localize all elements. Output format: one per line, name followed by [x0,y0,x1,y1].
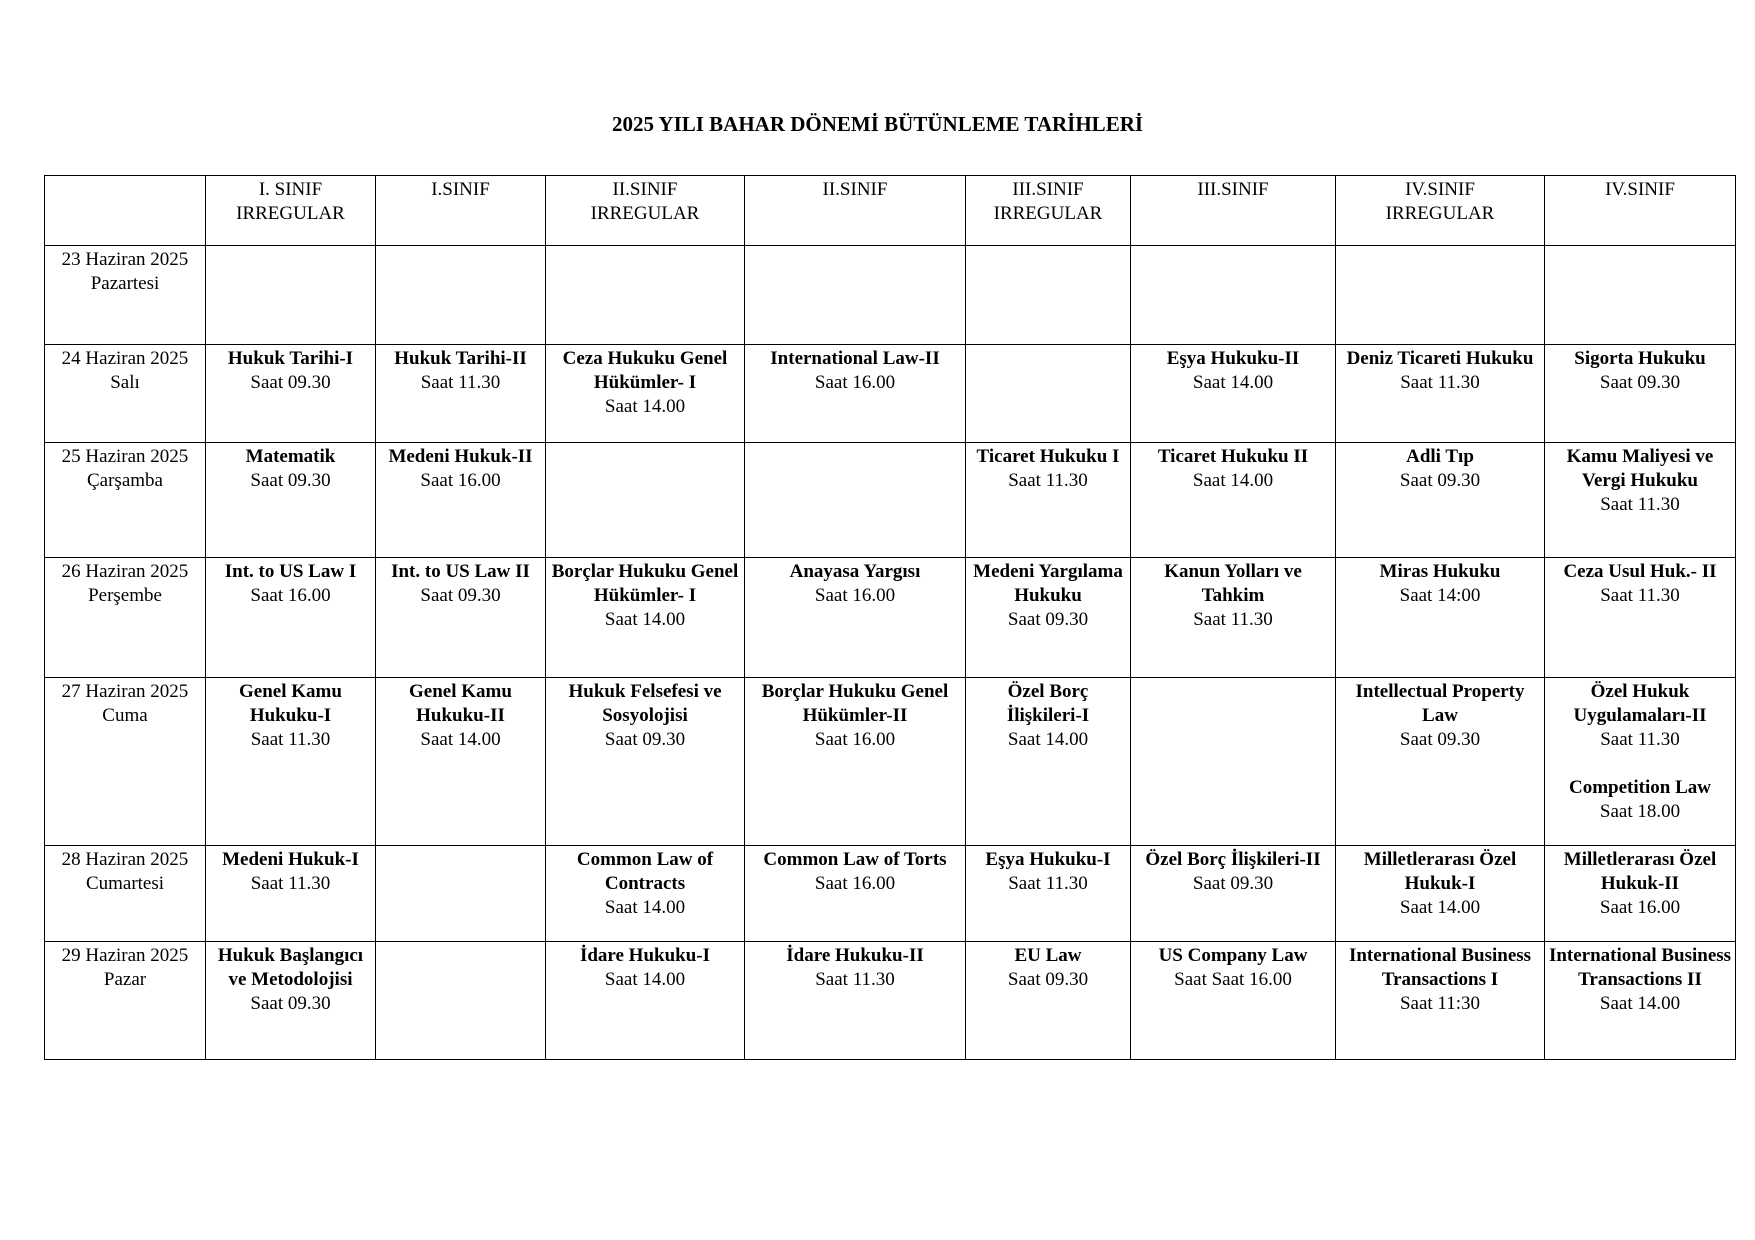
course-name: Medeni Hukuk-II [388,446,533,467]
column-header-line: IV.SINIF [1405,179,1475,200]
exam-entry [1133,445,1333,493]
page-title: 2025 YILI BAHAR DÖNEMİ BÜTÜNLEME TARİHLERİ [611,112,1144,136]
course-name: International Business Transactions I [1348,945,1532,990]
table-row [45,678,1736,846]
exam-entry [968,445,1128,493]
exam-entry [208,560,373,608]
exam-entry [1133,560,1333,632]
schedule-cell [966,443,1131,558]
exam-entry [1133,944,1333,992]
course-name: Borçlar Hukuku Genel Hükümler- I [551,561,739,606]
exam-entry [1547,560,1733,608]
exam-entry [548,848,742,920]
exam-date: 24 Haziran 2025 [61,348,189,369]
column-header [1336,176,1545,246]
exam-time: Saat 16.00 [814,873,896,894]
exam-time: Saat 14.00 [1399,897,1481,918]
schedule-cell [546,558,745,678]
exam-entry [208,347,373,395]
column-header-line: II.SINIF [612,179,678,200]
course-name: Borçlar Hukuku Genel Hükümler-II [761,681,949,726]
schedule-cell [1545,246,1736,345]
exam-time: Saat 14.00 [604,969,686,990]
corner-cell [45,176,206,246]
schedule-cell [745,443,966,558]
exam-entry [378,680,543,752]
date-cell [45,443,206,558]
exam-time: Saat 11.30 [1193,609,1273,630]
course-name: Int. to US Law I [224,561,357,582]
exam-entry [548,680,742,752]
exam-weekday: Cumartesi [85,873,165,894]
course-name: Genel Kamu Hukuku-II [409,681,512,726]
column-header [376,176,546,246]
exam-time: Saat 09.30 [1007,969,1089,990]
exam-time: Saat 14.00 [604,609,686,630]
course-name: Hukuk Tarihi-I [227,348,354,369]
course-name: Deniz Ticareti Hukuku [1346,348,1534,369]
column-header-line: I.SINIF [431,179,490,200]
course-name: Medeni Hukuk-I [222,849,359,870]
exam-weekday: Cuma [102,705,148,726]
course-name: Common Law of Torts [763,849,947,870]
schedule-cell [1131,846,1336,942]
exam-time: Saat 09.30 [1007,609,1089,630]
exam-time: Saat 11.30 [250,873,331,894]
column-header [745,176,966,246]
exam-time: Saat 09.30 [250,470,331,491]
schedule-cell [546,846,745,942]
schedule-cell [1545,678,1736,846]
course-name: Medeni Yargılama Hukuku [973,561,1123,606]
course-name: Kanun Yolları ve Tahkim [1164,561,1302,606]
exam-entry [1133,347,1333,395]
exam-time: Saat 09.30 [250,993,331,1014]
exam-time: Saat 14.00 [1599,993,1681,1014]
schedule-cell [966,246,1131,345]
exam-time: Saat 16.00 [250,585,331,606]
exam-date: 26 Haziran 2025 [61,561,189,582]
exam-time: Saat 09.30 [420,585,501,606]
exam-date: 25 Haziran 2025 [61,446,189,467]
schedule-cell [1336,345,1545,443]
column-header-line: III.SINIF [1197,179,1269,200]
schedule-cell [206,558,376,678]
exam-time: Saat 09.30 [604,729,686,750]
schedule-cell [1545,443,1736,558]
exam-entry [747,848,963,896]
exam-time: Saat 16.00 [814,585,896,606]
exam-weekday: Pazartesi [90,273,160,294]
exam-entry [208,848,373,896]
exam-time: Saat 14:00 [1399,585,1481,606]
exam-time: Saat 14.00 [1192,470,1274,491]
exam-entry [378,347,543,395]
exam-time: Saat 16.00 [814,372,896,393]
schedule-cell [1545,942,1736,1060]
course-name: EU Law [1014,945,1082,966]
course-name: Kamu Maliyesi ve Vergi Hukuku [1566,446,1714,491]
table-row [45,942,1736,1060]
exam-time: Saat 11.30 [1008,470,1088,491]
course-name: International Business Transactions II [1548,945,1732,990]
column-header-line: I. SINIF [258,179,323,200]
exam-entry [1547,776,1733,824]
schedule-cell [1336,443,1545,558]
course-name: Eşya Hukuku-I [985,849,1111,870]
exam-time: Saat 16.00 [420,470,501,491]
course-name: Özel Hukuk Uygulamaları-II [1573,681,1707,726]
schedule-cell [376,558,546,678]
exam-time: Saat 14.00 [1192,372,1274,393]
exam-date: 28 Haziran 2025 [61,849,189,870]
exam-entry [378,560,543,608]
schedule-cell [546,443,745,558]
exam-time: Saat Saat 16.00 [1174,969,1292,990]
course-name: İdare Hukuku-II [786,945,924,966]
exam-entry [968,680,1128,752]
exam-time: Saat 11.30 [1008,873,1088,894]
column-header [206,176,376,246]
exam-entry [548,944,742,992]
schedule-cell [745,246,966,345]
exam-time: Saat 11.30 [1600,494,1680,515]
exam-time: Saat 09.30 [1192,873,1274,894]
course-name: Matematik [245,446,336,467]
exam-time: Saat 11.30 [1600,585,1680,606]
exam-time: Saat 11.30 [250,729,331,750]
date-cell [45,246,206,345]
schedule-cell [1131,246,1336,345]
exam-entry [1338,944,1542,1016]
exam-entry [1338,347,1542,395]
column-header-line: IRREGULAR [590,203,700,224]
schedule-cell [966,942,1131,1060]
date-cell [45,846,206,942]
schedule-cell [1336,558,1545,678]
course-name: Milletlerarası Özel Hukuk-I [1363,849,1517,894]
course-name: Hukuk Tarihi-II [394,348,527,369]
exam-weekday: Pazar [103,969,147,990]
date-cell [45,345,206,443]
course-name: Sigorta Hukuku [1574,348,1706,369]
column-header [1131,176,1336,246]
course-name: Intellectual Property Law [1355,681,1525,726]
course-name: Eşya Hukuku-II [1166,348,1300,369]
column-header [1545,176,1736,246]
table-row [45,246,1736,345]
column-header [546,176,745,246]
schedule-cell [1131,345,1336,443]
exam-entry [1338,560,1542,608]
schedule-cell [1131,942,1336,1060]
column-header [966,176,1131,246]
schedule-cell [966,558,1131,678]
exam-schedule-table [44,175,1736,1060]
schedule-cell [1131,678,1336,846]
exam-time: Saat 14.00 [420,729,501,750]
table-row [45,846,1736,942]
schedule-cell [376,678,546,846]
exam-entry [1338,680,1542,752]
schedule-cell [966,846,1131,942]
schedule-cell [206,942,376,1060]
course-name: Ceza Hukuku Genel Hükümler- I [562,348,728,393]
course-name: Competition Law [1569,777,1711,798]
exam-entry [208,680,373,752]
date-cell [45,942,206,1060]
schedule-cell [1131,443,1336,558]
schedule-cell [745,678,966,846]
exam-time: Saat 14.00 [604,897,686,918]
schedule-cell [745,846,966,942]
exam-entry [1133,848,1333,896]
exam-weekday: Perşembe [88,585,162,606]
schedule-cell [1336,246,1545,345]
exam-entry [548,560,742,632]
schedule-cell [376,942,546,1060]
exam-time: Saat 14.00 [1007,729,1089,750]
course-name: Hukuk Başlangıcı ve Metodolojisi [217,945,364,990]
schedule-cell [546,345,745,443]
course-name: Anayasa Yargısı [789,561,921,582]
schedule-cell [546,246,745,345]
exam-time: Saat 11.30 [1600,729,1680,750]
exam-time: Saat 09.30 [1399,470,1481,491]
schedule-cell [376,345,546,443]
exam-entry [747,680,963,752]
schedule-cell [376,246,546,345]
schedule-cell [546,942,745,1060]
exam-entry [747,347,963,395]
exam-entry [548,347,742,419]
exam-entry [747,560,963,608]
schedule-cell [206,443,376,558]
exam-entry [968,944,1128,992]
schedule-cell [1545,558,1736,678]
schedule-cell [206,678,376,846]
course-name: Int. to US Law II [391,561,530,582]
exam-weekday: Çarşamba [87,470,163,491]
course-name: Ticaret Hukuku II [1157,446,1309,467]
schedule-cell [745,558,966,678]
column-header-line: IV.SINIF [1605,179,1675,200]
exam-entry [968,848,1128,896]
exam-entry [208,445,373,493]
schedule-cell [376,443,546,558]
exam-weekday: Salı [110,372,140,393]
column-header-line: IRREGULAR [236,203,345,224]
exam-entry [1547,944,1733,1016]
course-name: Genel Kamu Hukuku-I [239,681,342,726]
table-row [45,558,1736,678]
date-cell [45,678,206,846]
header-row [45,176,1736,246]
exam-time: Saat 18.00 [1599,801,1681,822]
exam-entry [1547,848,1733,920]
table-row [45,345,1736,443]
schedule-cell [546,678,745,846]
schedule-cell [206,246,376,345]
schedule-cell [1545,345,1736,443]
exam-entry [208,944,373,1016]
column-header-line: IRREGULAR [1385,203,1495,224]
schedule-cell [1336,678,1545,846]
course-name: Miras Hukuku [1379,561,1501,582]
exam-time: Saat 16.00 [814,729,896,750]
schedule-cell [745,942,966,1060]
exam-date: 23 Haziran 2025 [61,249,189,270]
schedule-cell [1336,846,1545,942]
date-cell [45,558,206,678]
course-name: İdare Hukuku-I [579,945,711,966]
schedule-cell [966,678,1131,846]
exam-entry [1338,445,1542,493]
exam-time: Saat 11.30 [420,372,501,393]
course-name: Adli Tıp [1406,446,1474,467]
course-name: Milletlerarası Özel Hukuk-II [1563,849,1717,894]
exam-time: Saat 09.30 [1599,372,1681,393]
schedule-cell [206,846,376,942]
table-row [45,443,1736,558]
column-header-line: III.SINIF [1012,179,1084,200]
exam-entry [378,445,543,493]
course-name: Ceza Usul Huk.- II [1563,561,1717,582]
exam-time: Saat 09.30 [250,372,331,393]
exam-time: Saat 16.00 [1599,897,1681,918]
exam-time: Saat 11.30 [815,969,895,990]
exam-time: Saat 11.30 [1400,372,1480,393]
course-name: International Law-II [770,348,940,369]
exam-time: Saat 14.00 [604,396,686,417]
exam-entry [747,944,963,992]
schedule-cell [206,345,376,443]
schedule-cell [745,345,966,443]
column-header-line: II.SINIF [822,179,888,200]
course-name: Özel Borç İlişkileri-II [1145,849,1321,870]
course-name: US Company Law [1158,945,1308,966]
course-name: Ticaret Hukuku I [976,446,1120,467]
schedule-cell [376,846,546,942]
exam-entry [968,560,1128,632]
exam-date: 29 Haziran 2025 [61,945,189,966]
schedule-cell [966,345,1131,443]
exam-entry [1547,445,1733,517]
exam-time: Saat 09.30 [1399,729,1481,750]
exam-entry [1547,680,1733,752]
exam-entry [1338,848,1542,920]
column-header-line: IRREGULAR [993,203,1103,224]
schedule-cell [1131,558,1336,678]
course-name: Hukuk Felsefesi ve Sosyolojisi [568,681,722,726]
course-name: Common Law of Contracts [576,849,714,894]
exam-entry [1547,347,1733,395]
exam-time: Saat 11:30 [1399,993,1481,1014]
course-name: Özel Borç İlişkileri-I [1006,681,1090,726]
schedule-cell [1336,942,1545,1060]
exam-date: 27 Haziran 2025 [61,681,189,702]
schedule-cell [1545,846,1736,942]
